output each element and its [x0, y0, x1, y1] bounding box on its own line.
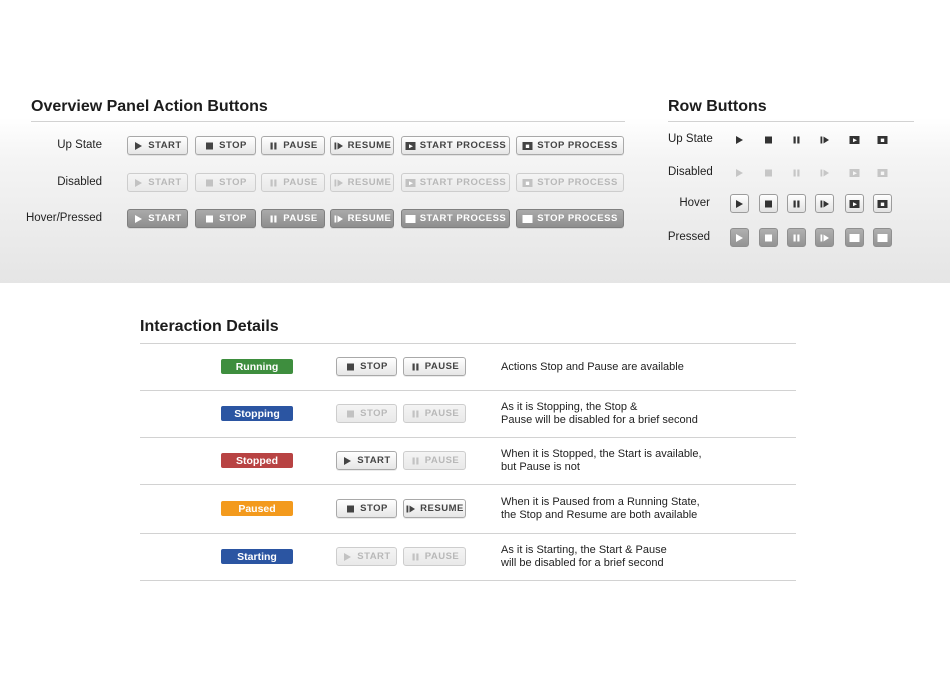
start-process-row-button[interactable]	[845, 194, 864, 213]
button-label: PAUSE	[283, 213, 318, 224]
status-badge: Paused	[221, 501, 293, 516]
row-state-label: Disabled	[668, 166, 713, 178]
stop-process-icon	[522, 214, 533, 224]
table-rule	[140, 390, 796, 391]
table-rule	[140, 533, 796, 534]
button-label: START	[357, 551, 391, 562]
button-label: STOP	[219, 177, 247, 188]
start-button[interactable]	[127, 209, 188, 228]
start-process-button[interactable]	[401, 209, 510, 228]
button-label: PAUSE	[283, 177, 318, 188]
play-icon	[342, 552, 353, 562]
stop-process-row-button	[873, 163, 892, 182]
pause-icon	[410, 456, 421, 466]
start-process-icon	[849, 199, 860, 209]
stop-process-icon	[522, 141, 533, 151]
pause-icon	[791, 233, 802, 243]
pause-button	[403, 404, 466, 423]
start-process-row-button[interactable]	[845, 130, 864, 149]
button-label: START PROCESS	[419, 177, 507, 188]
play-icon	[133, 214, 144, 224]
start-process-row-button	[845, 163, 864, 182]
pause-button	[403, 547, 466, 566]
button-label: START	[357, 455, 391, 466]
row-state-label: Hover	[679, 197, 710, 209]
button-label: STOP	[219, 213, 247, 224]
stop-icon	[204, 178, 215, 188]
button-label: RESUME	[347, 177, 392, 188]
button-label: PAUSE	[424, 455, 460, 466]
stop-icon	[204, 214, 215, 224]
interaction-description: As it is Starting, the Start & Pause	[501, 544, 667, 556]
button-label: PAUSE	[424, 361, 460, 372]
stop-button[interactable]	[195, 136, 256, 155]
row-buttons-title-rule	[668, 121, 914, 122]
stop-icon	[763, 168, 774, 178]
button-label: START	[148, 140, 182, 151]
pause-button[interactable]	[261, 209, 325, 228]
interaction-description: will be disabled for a brief second	[501, 557, 664, 569]
pause-icon	[268, 141, 279, 151]
pause-row-button[interactable]	[787, 194, 806, 213]
start-process-icon	[849, 168, 860, 178]
pause-button[interactable]	[261, 136, 325, 155]
stop-process-button	[516, 173, 624, 192]
resume-row-button[interactable]	[815, 228, 834, 247]
stop-process-button[interactable]	[516, 136, 624, 155]
stop-process-icon	[877, 135, 888, 145]
pause-row-button[interactable]	[787, 130, 806, 149]
interaction-description: Actions Stop and Pause are available	[501, 360, 684, 373]
interaction-description: When it is Stopped, the Start is available,	[501, 448, 702, 460]
start-button[interactable]	[127, 136, 188, 155]
resume-icon	[333, 214, 344, 224]
resume-row-button[interactable]	[815, 130, 834, 149]
button-label: STOP	[360, 503, 388, 514]
pause-row-button	[787, 163, 806, 182]
row-buttons-section-title: Row Buttons	[668, 98, 767, 115]
stop-icon	[763, 199, 774, 209]
resume-button[interactable]	[330, 209, 394, 228]
stop-process-row-button[interactable]	[873, 228, 892, 247]
table-rule	[140, 484, 796, 485]
overview-row-label: Disabled	[57, 176, 102, 188]
play-row-button[interactable]	[730, 130, 749, 149]
button-label: PAUSE	[424, 551, 460, 562]
start-process-icon	[405, 141, 416, 151]
interaction-description: the Stop and Resume are both available	[501, 509, 698, 521]
table-rule	[140, 580, 796, 581]
resume-button	[330, 173, 394, 192]
start-button	[127, 173, 188, 192]
resume-icon	[819, 168, 830, 178]
overview-title-rule	[31, 121, 625, 122]
stop-row-button[interactable]	[759, 194, 778, 213]
resume-icon	[333, 178, 344, 188]
resume-row-button	[815, 163, 834, 182]
pause-button	[261, 173, 325, 192]
start-process-button	[401, 173, 510, 192]
play-icon	[734, 233, 745, 243]
stop-process-button[interactable]	[516, 209, 624, 228]
button-label: STOP PROCESS	[537, 177, 618, 188]
stop-process-row-button[interactable]	[873, 194, 892, 213]
pause-icon	[410, 362, 421, 372]
start-button[interactable]	[336, 451, 397, 470]
button-label: STOP	[360, 408, 388, 419]
overview-row-label: Hover/Pressed	[25, 212, 102, 224]
stop-button	[195, 173, 256, 192]
button-label: START PROCESS	[419, 213, 507, 224]
resume-icon	[819, 135, 830, 145]
stop-process-icon	[522, 178, 533, 188]
table-rule	[140, 343, 796, 344]
pause-icon	[410, 409, 421, 419]
interaction-section-title: Interaction Details	[140, 318, 279, 335]
button-label: STOP PROCESS	[537, 213, 618, 224]
interaction-description: Pause will be disabled for a brief second	[501, 414, 698, 426]
pause-icon	[410, 552, 421, 562]
resume-icon	[333, 141, 344, 151]
row-state-label: Pressed	[667, 231, 710, 243]
resume-icon	[819, 199, 830, 209]
overview-row-label: Up State	[57, 139, 102, 151]
play-icon	[133, 141, 144, 151]
resume-row-button[interactable]	[815, 194, 834, 213]
button-label: STOP	[219, 140, 247, 151]
resume-button[interactable]	[403, 499, 466, 518]
stop-row-button	[759, 163, 778, 182]
overview-section-title: Overview Panel Action Buttons	[31, 98, 268, 115]
start-process-icon	[405, 214, 416, 224]
resume-icon	[819, 233, 830, 243]
stop-button[interactable]	[195, 209, 256, 228]
button-label: RESUME	[347, 213, 392, 224]
stop-button[interactable]	[336, 357, 397, 376]
stop-icon	[345, 409, 356, 419]
play-icon	[734, 135, 745, 145]
pause-icon	[791, 135, 802, 145]
interaction-description: As it is Stopping, the Stop &	[501, 401, 638, 413]
button-label: START PROCESS	[419, 140, 507, 151]
button-label: PAUSE	[424, 408, 460, 419]
button-label: STOP	[360, 361, 388, 372]
stop-icon	[763, 233, 774, 243]
interaction-description: When it is Paused from a Running State,	[501, 496, 700, 508]
stop-process-icon	[877, 233, 888, 243]
start-process-row-button[interactable]	[845, 228, 864, 247]
stop-process-row-button[interactable]	[873, 130, 892, 149]
button-label: RESUME	[347, 140, 392, 151]
button-label: PAUSE	[283, 140, 318, 151]
table-rule	[140, 437, 796, 438]
play-row-button[interactable]	[730, 228, 749, 247]
row-state-label: Up State	[668, 133, 713, 145]
resume-button[interactable]	[330, 136, 394, 155]
start-process-icon	[405, 178, 416, 188]
pause-icon	[791, 199, 802, 209]
stop-icon	[345, 504, 356, 514]
pause-icon	[268, 214, 279, 224]
play-icon	[342, 456, 353, 466]
stop-button[interactable]	[336, 499, 397, 518]
status-badge: Starting	[221, 549, 293, 564]
stop-button	[336, 404, 397, 423]
status-badge: Running	[221, 359, 293, 374]
play-row-button	[730, 163, 749, 182]
status-badge: Stopped	[221, 453, 293, 468]
start-button	[336, 547, 397, 566]
play-row-button[interactable]	[730, 194, 749, 213]
button-label: START	[148, 177, 182, 188]
stop-row-button[interactable]	[759, 228, 778, 247]
pause-icon	[791, 168, 802, 178]
start-process-icon	[849, 233, 860, 243]
pause-button	[403, 451, 466, 470]
play-icon	[734, 199, 745, 209]
start-process-button[interactable]	[401, 136, 510, 155]
pause-row-button[interactable]	[787, 228, 806, 247]
start-process-icon	[849, 135, 860, 145]
play-icon	[734, 168, 745, 178]
pause-button[interactable]	[403, 357, 466, 376]
button-label: START	[148, 213, 182, 224]
status-badge: Stopping	[221, 406, 293, 421]
stop-process-icon	[877, 199, 888, 209]
button-label: RESUME	[420, 503, 464, 514]
play-icon	[133, 178, 144, 188]
stop-process-icon	[877, 168, 888, 178]
stop-icon	[204, 141, 215, 151]
resume-icon	[405, 504, 416, 514]
pause-icon	[268, 178, 279, 188]
stop-icon	[345, 362, 356, 372]
stop-row-button[interactable]	[759, 130, 778, 149]
stop-icon	[763, 135, 774, 145]
button-label: STOP PROCESS	[537, 140, 618, 151]
interaction-description: but Pause is not	[501, 461, 580, 473]
